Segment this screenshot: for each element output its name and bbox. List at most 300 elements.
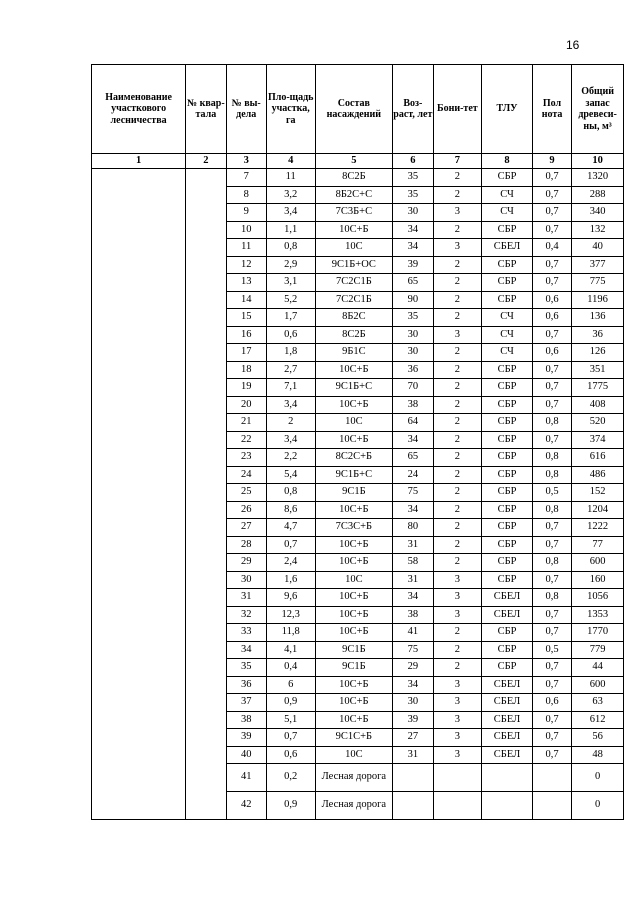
header-section-number: № вы-дела	[226, 65, 266, 154]
area-cell: 1,6	[266, 571, 315, 589]
age-cell: 34	[393, 676, 433, 694]
tlu-cell: СБЕЛ	[482, 729, 533, 747]
tlu-cell: СБР	[482, 641, 533, 659]
area-cell: 0,7	[266, 729, 315, 747]
density-cell	[532, 764, 571, 792]
column-number: 6	[393, 154, 433, 169]
area-cell: 0,8	[266, 239, 315, 257]
section-number-cell: 42	[226, 792, 266, 820]
section-number-cell: 11	[226, 239, 266, 257]
age-cell: 34	[393, 589, 433, 607]
density-cell: 0,7	[532, 379, 571, 397]
area-cell: 11	[266, 169, 315, 187]
timber-stock-cell: 136	[572, 309, 624, 327]
density-cell: 0,6	[532, 309, 571, 327]
section-number-cell: 9	[226, 204, 266, 222]
section-number-cell: 17	[226, 344, 266, 362]
density-cell: 0,7	[532, 659, 571, 677]
density-cell: 0,7	[532, 571, 571, 589]
header-tlu: ТЛУ	[482, 65, 533, 154]
tlu-cell: СБР	[482, 379, 533, 397]
density-cell: 0,7	[532, 396, 571, 414]
density-cell: 0,7	[532, 676, 571, 694]
area-cell: 0,9	[266, 792, 315, 820]
area-cell: 2,9	[266, 256, 315, 274]
tlu-cell: СБР	[482, 274, 533, 292]
stand-composition-cell: 10С	[315, 414, 393, 432]
density-cell: 0,4	[532, 239, 571, 257]
timber-stock-cell: 1222	[572, 519, 624, 537]
section-number-cell: 14	[226, 291, 266, 309]
column-number: 3	[226, 154, 266, 169]
area-cell: 2,4	[266, 554, 315, 572]
stand-composition-cell: 10С+Б	[315, 676, 393, 694]
section-number-cell: 34	[226, 641, 266, 659]
timber-stock-cell: 340	[572, 204, 624, 222]
stand-composition-cell: Лесная дорога	[315, 764, 393, 792]
age-cell: 70	[393, 379, 433, 397]
bonitet-cell	[433, 792, 482, 820]
timber-stock-cell: 1320	[572, 169, 624, 187]
timber-stock-cell: 132	[572, 221, 624, 239]
stand-composition-cell: 9С1Б	[315, 484, 393, 502]
column-number: 5	[315, 154, 393, 169]
bonitet-cell: 3	[433, 676, 482, 694]
timber-stock-cell: 377	[572, 256, 624, 274]
area-cell: 12,3	[266, 606, 315, 624]
tlu-cell: СБР	[482, 396, 533, 414]
header-area: Пло-щадь участка, га	[266, 65, 315, 154]
section-number-cell: 8	[226, 186, 266, 204]
tlu-cell: СБР	[482, 361, 533, 379]
timber-stock-cell: 77	[572, 536, 624, 554]
bonitet-cell: 3	[433, 729, 482, 747]
tlu-cell: СБЕЛ	[482, 746, 533, 764]
tlu-cell: СЧ	[482, 309, 533, 327]
density-cell: 0,7	[532, 169, 571, 187]
area-cell: 3,4	[266, 204, 315, 222]
bonitet-cell: 2	[433, 519, 482, 537]
stand-composition-cell: 10С	[315, 746, 393, 764]
stand-composition-cell: 10С+Б	[315, 396, 393, 414]
header-timber-stock: Общий запас древеси-ны, м³	[572, 65, 624, 154]
tlu-cell: СБР	[482, 221, 533, 239]
tlu-cell: СБЕЛ	[482, 239, 533, 257]
age-cell: 29	[393, 659, 433, 677]
density-cell: 0,5	[532, 484, 571, 502]
column-number: 9	[532, 154, 571, 169]
bonitet-cell: 2	[433, 309, 482, 327]
section-number-cell: 27	[226, 519, 266, 537]
timber-stock-cell: 775	[572, 274, 624, 292]
area-cell: 0,8	[266, 484, 315, 502]
section-number-cell: 22	[226, 431, 266, 449]
tlu-cell: СБР	[482, 256, 533, 274]
timber-stock-cell: 44	[572, 659, 624, 677]
bonitet-cell: 2	[433, 536, 482, 554]
density-cell: 0,7	[532, 431, 571, 449]
density-cell: 0,7	[532, 361, 571, 379]
section-number-cell: 37	[226, 694, 266, 712]
tlu-cell: СБЕЛ	[482, 589, 533, 607]
timber-stock-cell: 288	[572, 186, 624, 204]
bonitet-cell: 3	[433, 239, 482, 257]
age-cell: 30	[393, 344, 433, 362]
section-number-cell: 12	[226, 256, 266, 274]
header-age: Воз-раст, лет	[393, 65, 433, 154]
age-cell: 65	[393, 274, 433, 292]
header-density: Пол нота	[532, 65, 571, 154]
tlu-cell: СБР	[482, 659, 533, 677]
bonitet-cell	[433, 764, 482, 792]
section-number-cell: 31	[226, 589, 266, 607]
density-cell	[532, 792, 571, 820]
density-cell: 0,7	[532, 204, 571, 222]
stand-composition-cell: 10С+Б	[315, 554, 393, 572]
section-number-cell: 15	[226, 309, 266, 327]
stand-composition-cell: 9С1Б	[315, 641, 393, 659]
page-number: 16	[566, 38, 580, 52]
density-cell: 0,7	[532, 274, 571, 292]
stand-composition-cell: 10С	[315, 571, 393, 589]
timber-stock-cell: 612	[572, 711, 624, 729]
bonitet-cell: 3	[433, 606, 482, 624]
column-number: 4	[266, 154, 315, 169]
column-number: 10	[572, 154, 624, 169]
area-cell: 5,2	[266, 291, 315, 309]
age-cell: 38	[393, 606, 433, 624]
density-cell: 0,7	[532, 711, 571, 729]
density-cell: 0,7	[532, 221, 571, 239]
density-cell: 0,8	[532, 501, 571, 519]
age-cell: 75	[393, 641, 433, 659]
area-cell: 2,7	[266, 361, 315, 379]
bonitet-cell: 2	[433, 641, 482, 659]
density-cell: 0,8	[532, 449, 571, 467]
bonitet-cell: 2	[433, 554, 482, 572]
area-cell: 5,1	[266, 711, 315, 729]
section-number-cell: 21	[226, 414, 266, 432]
bonitet-cell: 2	[433, 624, 482, 642]
stand-composition-cell: Лесная дорога	[315, 792, 393, 820]
header-quarter-number: № квар-тала	[186, 65, 226, 154]
bonitet-cell: 2	[433, 361, 482, 379]
stand-composition-cell: 9Б1С	[315, 344, 393, 362]
age-cell: 39	[393, 256, 433, 274]
timber-stock-cell: 0	[572, 764, 624, 792]
tlu-cell: СБР	[482, 466, 533, 484]
age-cell: 90	[393, 291, 433, 309]
age-cell: 30	[393, 694, 433, 712]
tlu-cell: СЧ	[482, 204, 533, 222]
density-cell: 0,6	[532, 291, 571, 309]
area-cell: 9,6	[266, 589, 315, 607]
age-cell: 30	[393, 326, 433, 344]
stand-composition-cell: 7С3С+Б	[315, 519, 393, 537]
section-number-cell: 29	[226, 554, 266, 572]
age-cell: 35	[393, 169, 433, 187]
timber-stock-cell: 48	[572, 746, 624, 764]
timber-stock-cell: 600	[572, 554, 624, 572]
density-cell: 0,7	[532, 326, 571, 344]
tlu-cell	[482, 792, 533, 820]
tlu-cell: СБР	[482, 571, 533, 589]
area-cell: 3,4	[266, 431, 315, 449]
bonitet-cell: 3	[433, 204, 482, 222]
tlu-cell: СБР	[482, 449, 533, 467]
stand-composition-cell: 9С1Б+ОС	[315, 256, 393, 274]
timber-stock-cell: 520	[572, 414, 624, 432]
tlu-cell: СБР	[482, 519, 533, 537]
section-number-cell: 28	[226, 536, 266, 554]
stand-composition-cell: 10С+Б	[315, 711, 393, 729]
bonitet-cell: 3	[433, 711, 482, 729]
age-cell: 64	[393, 414, 433, 432]
stand-composition-cell: 8Б2С	[315, 309, 393, 327]
area-cell: 0,7	[266, 536, 315, 554]
age-cell: 80	[393, 519, 433, 537]
bonitet-cell: 2	[433, 274, 482, 292]
timber-stock-cell: 616	[572, 449, 624, 467]
bonitet-cell: 2	[433, 484, 482, 502]
tlu-cell: СБР	[482, 554, 533, 572]
age-cell: 31	[393, 536, 433, 554]
tlu-cell: СБР	[482, 536, 533, 554]
stand-composition-cell: 9С1Б	[315, 659, 393, 677]
timber-stock-cell: 152	[572, 484, 624, 502]
stand-composition-cell: 10С+Б	[315, 589, 393, 607]
bonitet-cell: 2	[433, 344, 482, 362]
stand-composition-cell: 9С1Б+С	[315, 379, 393, 397]
stand-composition-cell: 7С3Б+С	[315, 204, 393, 222]
stand-composition-cell: 7С2С1Б	[315, 291, 393, 309]
column-number: 8	[482, 154, 533, 169]
table-row	[92, 169, 624, 187]
density-cell: 0,6	[532, 694, 571, 712]
timber-stock-cell: 1204	[572, 501, 624, 519]
age-cell: 75	[393, 484, 433, 502]
stand-composition-cell: 7С2С1Б	[315, 274, 393, 292]
stand-composition-cell: 10С+Б	[315, 431, 393, 449]
density-cell: 0,8	[532, 466, 571, 484]
stand-composition-cell: 10С+Б	[315, 536, 393, 554]
age-cell: 39	[393, 711, 433, 729]
section-number-cell: 35	[226, 659, 266, 677]
stand-composition-cell: 8С2Б	[315, 326, 393, 344]
section-number-cell: 10	[226, 221, 266, 239]
stand-composition-cell: 10С	[315, 239, 393, 257]
tlu-cell: СБЕЛ	[482, 606, 533, 624]
bonitet-cell: 2	[433, 379, 482, 397]
bonitet-cell: 3	[433, 571, 482, 589]
area-cell: 8,6	[266, 501, 315, 519]
timber-stock-cell: 486	[572, 466, 624, 484]
area-cell: 0,6	[266, 746, 315, 764]
age-cell: 31	[393, 746, 433, 764]
area-cell: 1,8	[266, 344, 315, 362]
timber-stock-cell: 0	[572, 792, 624, 820]
age-cell	[393, 792, 433, 820]
header-row	[92, 65, 624, 154]
section-number-cell: 23	[226, 449, 266, 467]
bonitet-cell: 2	[433, 414, 482, 432]
area-cell: 1,7	[266, 309, 315, 327]
timber-stock-cell: 1770	[572, 624, 624, 642]
column-number-row	[92, 154, 624, 169]
timber-stock-cell: 1056	[572, 589, 624, 607]
column-number: 7	[433, 154, 482, 169]
section-number-cell: 19	[226, 379, 266, 397]
table-body	[92, 169, 624, 820]
density-cell: 0,7	[532, 256, 571, 274]
age-cell: 35	[393, 186, 433, 204]
area-cell: 0,2	[266, 764, 315, 792]
area-cell: 5,4	[266, 466, 315, 484]
density-cell: 0,7	[532, 729, 571, 747]
section-number-cell: 38	[226, 711, 266, 729]
area-cell: 3,1	[266, 274, 315, 292]
timber-stock-cell: 160	[572, 571, 624, 589]
stand-composition-cell: 9С1Б+С	[315, 466, 393, 484]
age-cell: 34	[393, 501, 433, 519]
timber-stock-cell: 1353	[572, 606, 624, 624]
tlu-cell: СБР	[482, 501, 533, 519]
section-number-cell: 16	[226, 326, 266, 344]
age-cell: 34	[393, 221, 433, 239]
stand-composition-cell: 8Б2С+С	[315, 186, 393, 204]
timber-stock-cell: 36	[572, 326, 624, 344]
bonitet-cell: 2	[433, 659, 482, 677]
age-cell: 34	[393, 431, 433, 449]
age-cell: 31	[393, 571, 433, 589]
area-cell: 0,9	[266, 694, 315, 712]
stand-composition-cell: 8С2С+Б	[315, 449, 393, 467]
timber-stock-cell: 408	[572, 396, 624, 414]
bonitet-cell: 2	[433, 221, 482, 239]
density-cell: 0,7	[532, 624, 571, 642]
section-number-cell: 39	[226, 729, 266, 747]
density-cell: 0,8	[532, 414, 571, 432]
area-cell: 0,6	[266, 326, 315, 344]
section-number-cell: 18	[226, 361, 266, 379]
density-cell: 0,5	[532, 641, 571, 659]
age-cell: 65	[393, 449, 433, 467]
age-cell: 38	[393, 396, 433, 414]
area-cell: 3,4	[266, 396, 315, 414]
stand-composition-cell: 10С+Б	[315, 694, 393, 712]
stand-composition-cell: 10С+Б	[315, 501, 393, 519]
tlu-cell: СБР	[482, 414, 533, 432]
section-number-cell: 25	[226, 484, 266, 502]
section-number-cell: 26	[226, 501, 266, 519]
section-number-cell: 30	[226, 571, 266, 589]
stand-composition-cell: 10С+Б	[315, 606, 393, 624]
timber-stock-cell: 1775	[572, 379, 624, 397]
timber-stock-cell: 63	[572, 694, 624, 712]
tlu-cell: СБР	[482, 291, 533, 309]
forestry-name-cell	[92, 169, 186, 820]
tlu-cell: СЧ	[482, 344, 533, 362]
area-cell: 3,2	[266, 186, 315, 204]
tlu-cell: СБР	[482, 169, 533, 187]
tlu-cell: СБЕЛ	[482, 694, 533, 712]
age-cell: 24	[393, 466, 433, 484]
bonitet-cell: 2	[433, 291, 482, 309]
timber-stock-cell: 600	[572, 676, 624, 694]
age-cell	[393, 764, 433, 792]
timber-stock-cell: 351	[572, 361, 624, 379]
bonitet-cell: 3	[433, 326, 482, 344]
bonitet-cell: 3	[433, 589, 482, 607]
section-number-cell: 20	[226, 396, 266, 414]
age-cell: 36	[393, 361, 433, 379]
timber-stock-cell: 374	[572, 431, 624, 449]
tlu-cell: СБР	[482, 484, 533, 502]
area-cell: 4,7	[266, 519, 315, 537]
density-cell: 0,7	[532, 606, 571, 624]
section-number-cell: 13	[226, 274, 266, 292]
stand-composition-cell: 10С+Б	[315, 361, 393, 379]
tlu-cell: СЧ	[482, 186, 533, 204]
timber-stock-cell: 126	[572, 344, 624, 362]
section-number-cell: 33	[226, 624, 266, 642]
bonitet-cell: 2	[433, 396, 482, 414]
tlu-cell: СБЕЛ	[482, 676, 533, 694]
timber-stock-cell: 779	[572, 641, 624, 659]
age-cell: 35	[393, 309, 433, 327]
density-cell: 0,8	[532, 589, 571, 607]
area-cell: 1,1	[266, 221, 315, 239]
bonitet-cell: 2	[433, 466, 482, 484]
quarter-number-cell	[186, 169, 226, 820]
density-cell: 0,7	[532, 536, 571, 554]
area-cell: 0,4	[266, 659, 315, 677]
bonitet-cell: 2	[433, 501, 482, 519]
stand-composition-cell: 9С1С+Б	[315, 729, 393, 747]
column-number: 1	[92, 154, 186, 169]
tlu-cell: СБЕЛ	[482, 711, 533, 729]
section-number-cell: 32	[226, 606, 266, 624]
area-cell: 7,1	[266, 379, 315, 397]
age-cell: 30	[393, 204, 433, 222]
header-stand-composition: Состав насаждений	[315, 65, 393, 154]
timber-stock-cell: 1196	[572, 291, 624, 309]
bonitet-cell: 2	[433, 256, 482, 274]
stand-composition-cell: 8С2Б	[315, 169, 393, 187]
timber-stock-cell: 56	[572, 729, 624, 747]
section-number-cell: 41	[226, 764, 266, 792]
density-cell: 0,7	[532, 186, 571, 204]
age-cell: 34	[393, 239, 433, 257]
bonitet-cell: 3	[433, 694, 482, 712]
header-bonitet: Бони-тет	[433, 65, 482, 154]
density-cell: 0,7	[532, 746, 571, 764]
column-number: 2	[186, 154, 226, 169]
area-cell: 2,2	[266, 449, 315, 467]
density-cell: 0,6	[532, 344, 571, 362]
stand-composition-cell: 10С+Б	[315, 221, 393, 239]
tlu-cell: СЧ	[482, 326, 533, 344]
age-cell: 41	[393, 624, 433, 642]
age-cell: 58	[393, 554, 433, 572]
bonitet-cell: 2	[433, 169, 482, 187]
density-cell: 0,7	[532, 519, 571, 537]
tlu-cell: СБР	[482, 431, 533, 449]
bonitet-cell: 3	[433, 746, 482, 764]
tlu-cell	[482, 764, 533, 792]
header-forestry-name: Наименование участкового лесничества	[92, 65, 186, 154]
area-cell: 11,8	[266, 624, 315, 642]
